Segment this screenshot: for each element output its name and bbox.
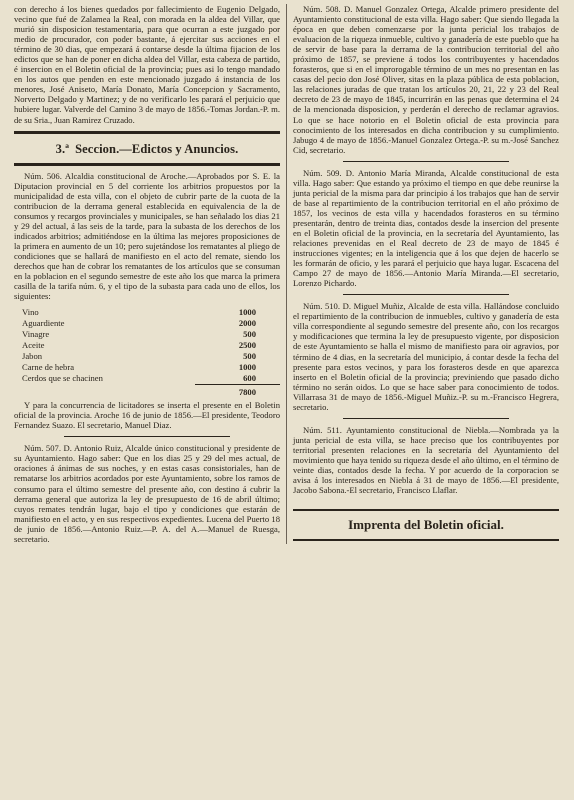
printer-imprint: Imprenta del Boletin oficial. (293, 509, 559, 541)
notice-divider (343, 418, 509, 419)
tarifa-row (14, 307, 280, 318)
notice-506-closing: Y para la concurrencia de licitadores se inserta el presente en el Boletin oficial de la provincia. Aroche 16 de junio de 1856.—El presidente, Teodoro Fernandez Suazo. El secretario, Manuel Diaz. (14, 400, 280, 431)
notice-divider (64, 436, 230, 437)
tarifa-item: Vinagre (22, 329, 50, 340)
right-column (286, 4, 559, 544)
tarifa-item: Cerdos que se chacinen (22, 373, 103, 384)
section-rule-bottom (14, 163, 280, 166)
tarifa-value: 1000 (238, 362, 256, 373)
tarifa-item: Aguardiente (22, 318, 65, 329)
tarifa-row (14, 318, 280, 329)
tarifa-value: 2500 (238, 340, 256, 351)
section-number: 3.ª (55, 141, 70, 156)
columns (14, 4, 560, 544)
section-rule-top (14, 131, 280, 134)
tarifa-value: 2000 (238, 318, 256, 329)
tarifa-table (14, 307, 280, 398)
notice-divider (343, 161, 509, 162)
intro-paragraph: con derecho á los bienes quedados por fallecimiento de Eugenio Delgado, vecino que fué de Zalamea la Real, con morada en la aldea del Villar, que murió sin disposicion testamentaria, para que ocurran a este juzgado por medio de procurador, con poder bastante, á ejercitar sus acciones en el término de 30 dias, que empezará á contarse desde la última fijacion de los edictos que se han de poner en dicha aldea del Villar, esta cabeza de partido, é insercion en el Boletin oficial de la provincia; pues asi lo tengo mandado en los autos que penden en este mencionado juzgado á instancia de los menores, José Aniseto, María Donato, María Concepcion y Sacramento, Norverto Delgado y Martinez; y de no verificarlo les parará el perjuicio que hubiere lugar. Valverde del Camino 3 de mayo de 1856.-Tomas Jordan.-P. m. de su Sria., Juan Ramirez Cruzado. (14, 4, 280, 125)
notice-510-body: Núm. 510. D. Miguel Muñiz, Alcalde de esta villa. Hallándose concluido el repartimiento de la contribucion de inmuebles, cultivo y ganadería de esta villa correspondiente al segundo semestre del presente año, con los recargos y modificaciones que termina la ley de presupuesto vigente, por disposicion de este Ayuntamiento se halla el mismo de manifiesto para oir agravios, por término de 4 dias, en la secretaría del municipio, á contar desde la fecha del presente para estos vecinos, y para los forasteros desde en que aparezca inserto en el Boletin oficial de la provincia; previniendo que pasado dicho término no serán oidos. Lo que se hace saber para conocimiento de todos. Villarrasa 31 de mayo de 1856.-Miguel Muñiz.-P. su m.-Francisco Hegrera, secretario. (293, 301, 559, 412)
notice-507-body: Núm. 507. D. Antonio Ruiz, Alcalde único constitucional y presidente de su Ayuntamiento. Hago saber: Que en los dias 25 y 29 del mes actual, de oraciones á ánimas de sus noches, y en estas casas consistoriales, han de rematarse los arbitrios acordados por este Ayuntamiento, sobre los ramos de consumo para el último semestre del presente año, con destino á cubrir la derrama general que autoriza la ley de presupuesto de 16 de abril último; cuyos remates tendrán lugar, bajo el tipo y condiciones que estarán de manifiesto en el acto, y en sus respectivos expedientes. Lucena del Puerto 18 de junio de 1856.—Antonio Ruiz.—P. A. del A.—Manuel de Ruesga, secretario. (14, 443, 280, 544)
tarifa-row (14, 340, 280, 351)
left-column (14, 4, 286, 544)
tarifa-item: Vino (22, 307, 39, 318)
notice-509-body: Núm. 509. D. Antonio María Miranda, Alcalde constitucional de esta villa. Hago saber: Que estando ya próximo el tiempo en que debe reunirse la junta pericial de la misma para dar principio á los trabajos que han de servir de base al repartimiento de la contribucion territorial en el año próximo de 1857, los vecinos de esta villa y hacendados forasteros en su término presentarán, dentro de treinta dias, contados desde la insercion del presente en el Boletin oficial de la provincia, en la secretaría del Ayuntamiento, las relaciones prevenidas en el Real decreto de 23 de mayo de 1845 é instrucciones vigentes; en la inteligencia que á los que dejen de hacerlo se les formarán de oficio, y les parará el perjuicio que haya lugar. Escacena del Campo 27 de mayo de 1856.—Antonio María Miranda.—El secretario, Lorenzo Pichardo. (293, 167, 559, 289)
tarifa-row (14, 351, 280, 362)
tarifa-total-row (14, 385, 280, 399)
tarifa-item: Jabon (22, 351, 43, 362)
tarifa-value: 500 (243, 329, 256, 340)
tarifa-row (14, 373, 280, 385)
tarifa-row (14, 362, 280, 373)
tarifa-item: Aceite (22, 340, 45, 351)
section-title (14, 142, 280, 157)
tarifa-total: 7800 (195, 385, 280, 399)
notice-511-body: Núm. 511. Ayuntamiento constitucional de Niebla.—Nombrada ya la junta pericial de esta villa, se hace preciso que los contribuyentes por territorial presenten relaciones en la secretaría del Ayuntamiento del movimiento que haya tenido su riqueza desde el año último, en el término de veinte dias, contados desde la fecha. Y por acuerdo de la corporacion se avisa á los interesados en Niebla á 31 de mayo de 1856.—El presidente, Jacobo Sabona.-El secretario, Francisco Llaflar. (293, 424, 559, 496)
tarifa-value: 500 (243, 351, 256, 362)
tarifa-row (14, 329, 280, 340)
tarifa-value: 1000 (238, 307, 256, 318)
tarifa-item: Carne de hebra (22, 362, 75, 373)
notice-506-body: Núm. 506. Alcaldia constitucional de Aroche.—Aprobados por S. E. la Diputacion provincial en 5 del corriente los arbitrios propuestos por la municipalidad de esta villa, con el objeto de cubrir parte de la cuota de la contribucion de la derrama general establecida en equivalencia de la de consumos y recargos provinciales y municipales, se han señalado los dias 21 y 29 del actual, á las seis de la tarde, para la subasta de los derechos de los indicados arbitrios; admitiéndose en la última las mejores proposiciones de la primera en aumento de un 10; pero sujetándose los rematantes al pliego de condiciones que se hallará de manifiesto en el acto del remate, siendo los derechos que han de cobrar los rematantes de los artículos que se consuman en la poblacion en el segundo semestre de este año los que marca la primera casilla de la tarifa núm. 6, y el tipo de la subasta para cada uno de ellos, los siguientes: (14, 170, 280, 302)
tarifa-value: 600 (243, 373, 256, 384)
notice-508-body: Núm. 508. D. Manuel Gonzalez Ortega, Alcalde primero presidente del Ayuntamiento constitucional de esta villa. Hago saber: Que siendo llegada la época en que deben comenzarse por la junta pericial los trabajos de evaluacion de la riqueza inmueble, cultivo y ganadería de este pueblo que ha de servir de base para la derrama de la contribucion territorial del año próximo de 1857, se previene á todos los contribuyentes y hacendados forasteros, que si en el improrogable término de un mes no presentan en las casas del pecio don José Oliver, sitas en la plaza pública de esta poblacion, las relaciones juradas de que tratan los artículos 20, 21, 22 y 23 del Real decreto de 23 de mayo de 1845, incurrirán en las penas que determina el 24 de la mencionada disposicion, y perderán el derecho de reclamar agravios. Lo que se hace notorio en el Boletin oficial de esta provincia para conocimiento de los interesados en dicha contribucion y su cumplimiento. Jabugo 4 de mayo de 1856.-Manuel Gonzalez Ortega.-P. su m.-José Sanchez Cid, secretario. (293, 4, 559, 155)
section-heading: Seccion.—Edictos y Anuncios. (75, 141, 239, 156)
notice-divider (343, 294, 509, 295)
